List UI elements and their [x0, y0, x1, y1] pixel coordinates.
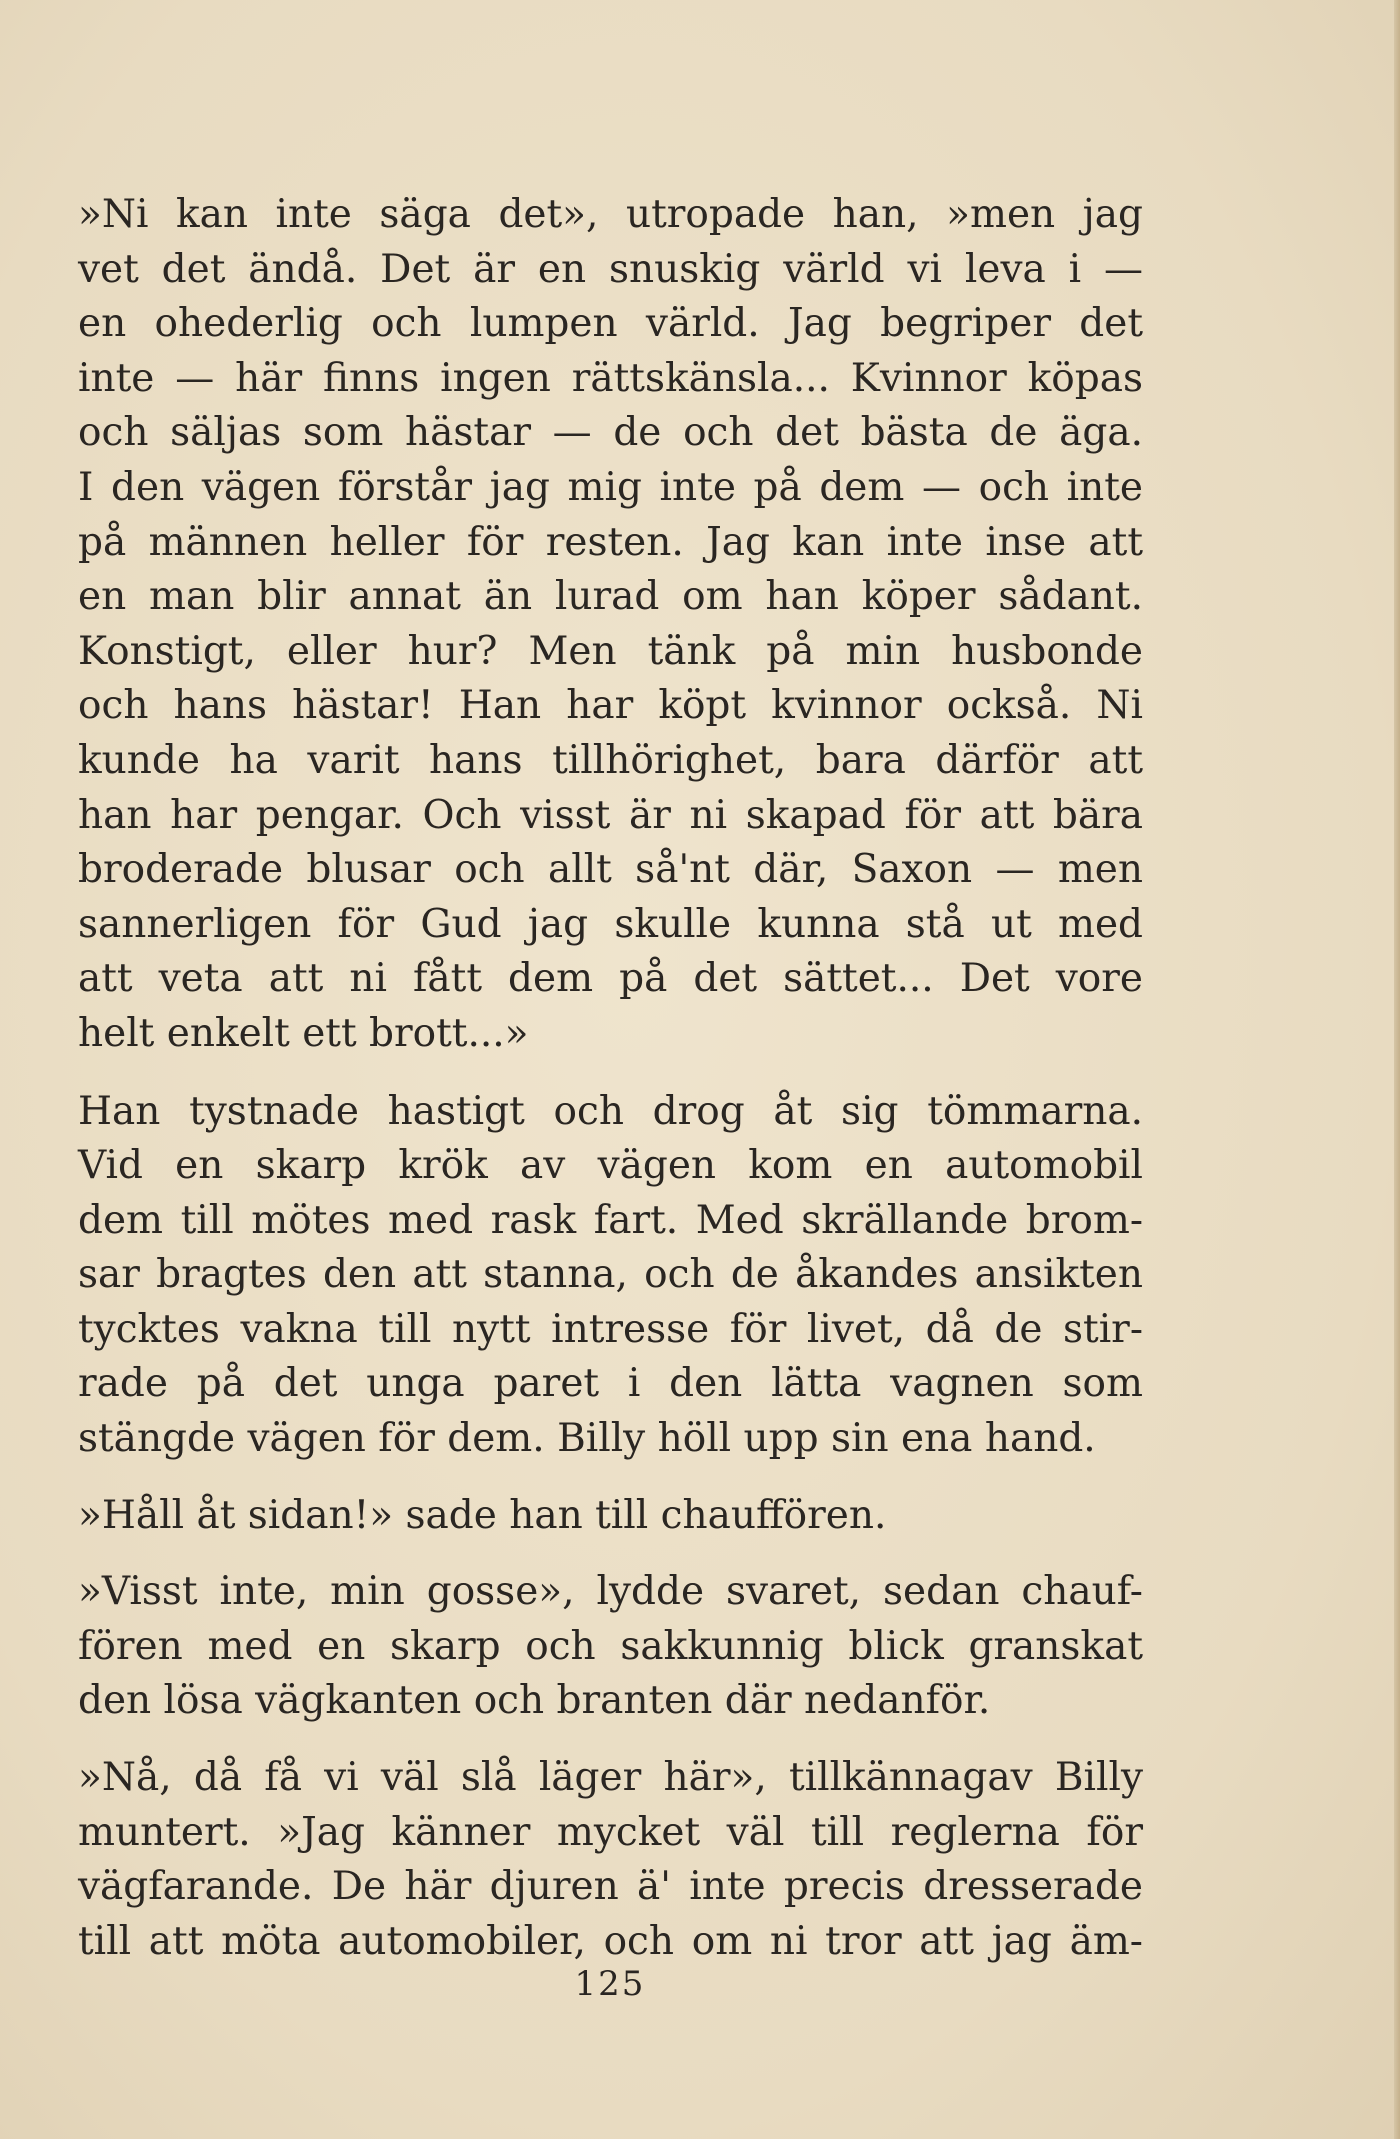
text-line: han har pengar. Och visst är ni skapad för att bära: [78, 792, 1143, 838]
text-line: »Ni kan inte säga det», utropade han, »men jag: [78, 192, 1143, 237]
text-line: kunde ha varit hans tillhörighet, bara därför att: [78, 737, 1143, 783]
text-line: vet det ändå. Det är en snuskig värld vi leva i —: [78, 246, 1143, 292]
text-line: Han tystnade hastigt och drog åt sig tömmarna.: [78, 1088, 1143, 1134]
page-number: 125: [574, 1964, 646, 2004]
text-line: »Visst inte, min gosse», lydde svaret, sedan chauf-: [78, 1569, 1143, 1615]
text-line: muntert. »Jag känner mycket väl till reglerna för: [78, 1809, 1143, 1855]
text-line: och hans hästar! Han har köpt kvinnor också. Ni: [78, 683, 1143, 729]
paragraph-1: [78, 188, 1143, 1062]
paragraph-5: [78, 1751, 1143, 1969]
text-line: en ohederlig och lumpen värld. Jag begriper det: [78, 301, 1143, 347]
text-line: dem till mötes med rask fart. Med skrällande brom-: [78, 1197, 1143, 1243]
paragraph-4: [78, 1565, 1143, 1729]
text-line: till att möta automobiler, och om ni tror att jag äm-: [78, 1918, 1143, 1964]
text-line: sar bragtes den att stanna, och de åkandes ansikten: [78, 1252, 1143, 1298]
text-line: helt enkelt ett brott...»: [78, 1010, 529, 1056]
text-line: Vid en skarp krök av vägen kom en automobil: [78, 1143, 1143, 1189]
text-line: att veta att ni fått dem på det sättet... Det vore: [78, 956, 1143, 1002]
body-text: [78, 188, 1143, 1969]
text-line: inte — här finns ingen rättskänsla... Kvinnor köpas: [78, 355, 1143, 401]
text-line: och säljas som hästar — de och det bästa de äga.: [78, 410, 1143, 456]
text-line: I den vägen förstår jag mig inte på dem — och inte: [78, 464, 1143, 510]
text-line: rade på det unga paret i den lätta vagnen som: [78, 1361, 1143, 1407]
text-line: stängde vägen för dem. Billy höll upp sin ena hand.: [78, 1416, 1096, 1462]
text-line: på männen heller för resten. Jag kan inte inse att: [78, 519, 1143, 565]
text-line: broderade blusar och allt så'nt där, Saxon — men: [78, 847, 1143, 893]
paragraph-2: [78, 1085, 1143, 1467]
text-line: fören med en skarp och sakkunnig blick granskat: [78, 1623, 1143, 1669]
text-line: sannerligen för Gud jag skulle kunna stå ut med: [78, 901, 1143, 947]
text-line: tycktes vakna till nytt intresse för livet, då de stir-: [78, 1306, 1143, 1352]
text-line: Konstigt, eller hur? Men tänk på min husbonde: [78, 628, 1143, 674]
text-line: vägfarande. De här djuren ä' inte precis dresserade: [78, 1864, 1143, 1910]
paragraph-3: [78, 1489, 1143, 1544]
text-line: »Håll åt sidan!» sade han till chauffören.: [78, 1492, 887, 1538]
text-line: den lösa vägkanten och branten där nedanför.: [78, 1678, 991, 1724]
text-line: en man blir annat än lurad om han köper sådant.: [78, 574, 1143, 620]
text-line: »Nå, då få vi väl slå läger här», tillkännagav Billy: [78, 1755, 1143, 1801]
page-edge: [1394, 0, 1400, 2139]
